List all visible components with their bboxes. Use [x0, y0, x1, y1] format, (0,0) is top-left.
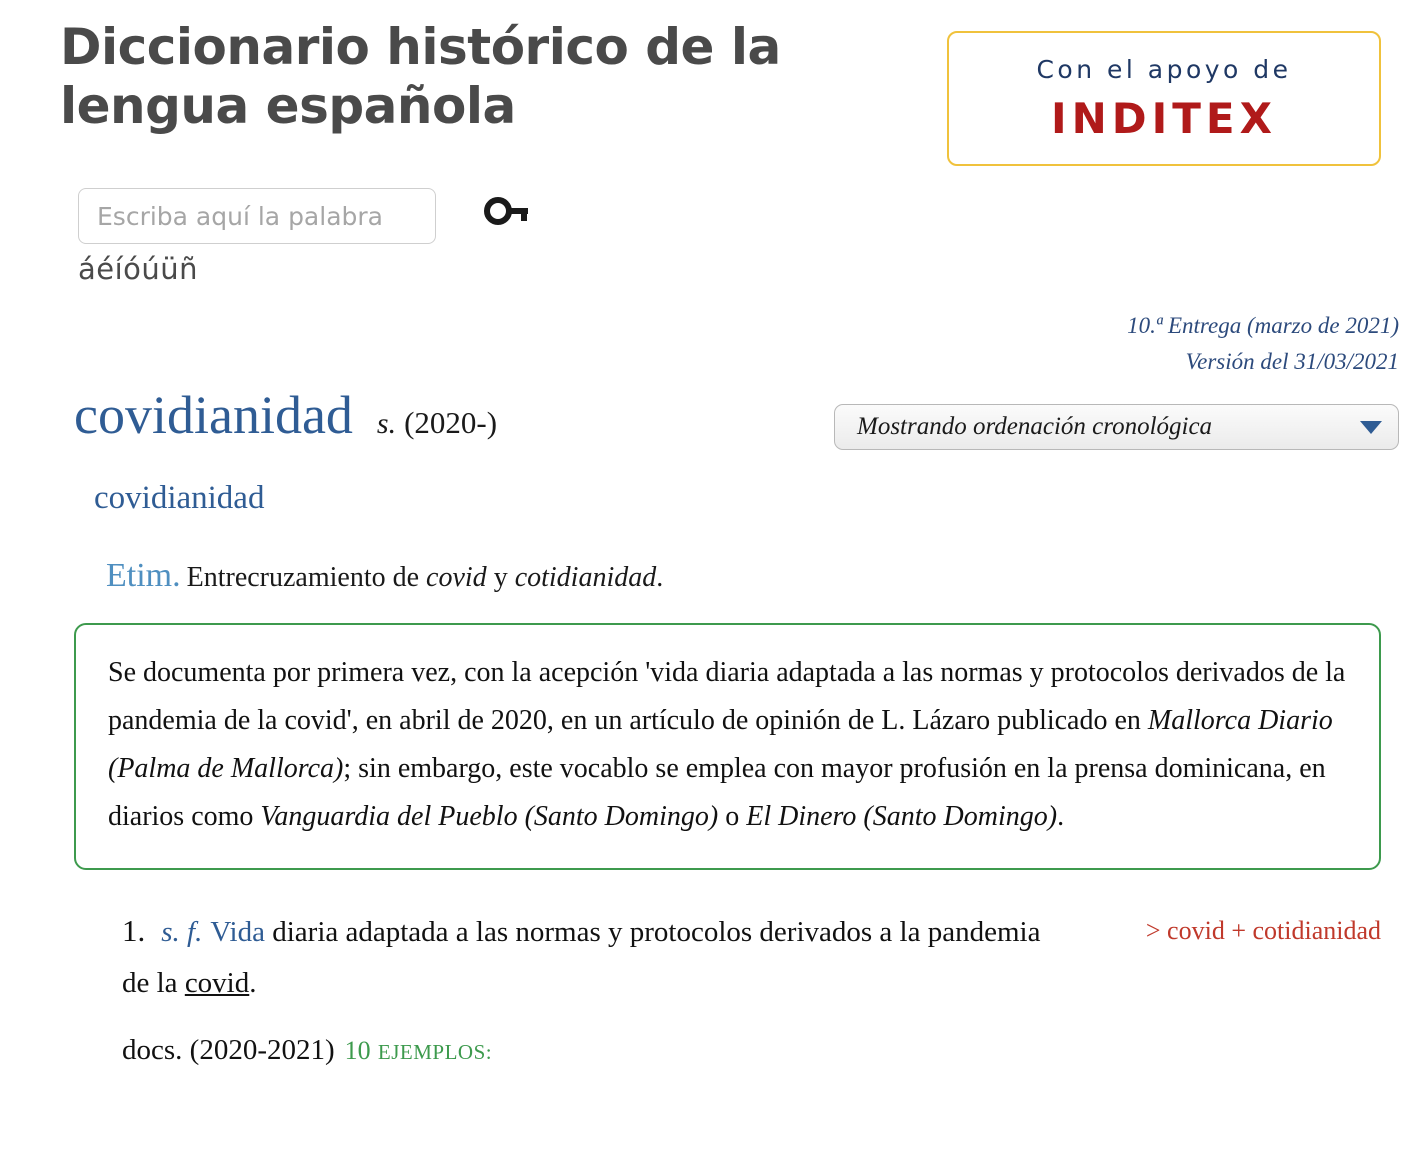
- etymology-word-1: covid: [426, 562, 487, 593]
- docs-label: docs. (2020-2021): [122, 1034, 335, 1067]
- search-input[interactable]: [78, 188, 436, 244]
- note-part-4: .: [1057, 801, 1065, 833]
- site-header: [18, 0, 1399, 166]
- chevron-down-icon[interactable]: [1360, 421, 1382, 434]
- etymology-label: Etim.: [106, 557, 181, 594]
- sponsor-tagline: Con el apoyo de: [1036, 54, 1292, 84]
- lemma-dates: (2020-): [404, 405, 498, 440]
- docs-unit-label: EJEMPLOS:: [377, 1040, 493, 1065]
- lemma-category: s.: [376, 407, 397, 440]
- sense-number: 1.: [122, 912, 146, 948]
- note-part-3: o: [718, 801, 747, 833]
- subentry-heading[interactable]: covidianidad: [94, 480, 265, 516]
- note-source-3: El Dinero (Santo Domingo): [746, 801, 1058, 833]
- edition-version: Versión del 31/03/2021: [1185, 348, 1399, 374]
- note-part-2: ; sin embargo, este vocablo se emplea con mayor profusión en la prensa dominicana, en diarios como: [108, 753, 1326, 833]
- documentation-line: [18, 1034, 1399, 1067]
- search-bar: [18, 188, 1399, 244]
- sort-order-select[interactable]: [834, 404, 1399, 450]
- sort-order-label: Mostrando ordenación cronológica: [857, 413, 1213, 440]
- sense-definition: [122, 904, 1052, 1008]
- edition-info: [1127, 308, 1399, 379]
- etymology-conjunction: y: [486, 562, 515, 593]
- note-text: [108, 649, 1347, 842]
- note-source-1: Mallorca Diario (Palma de Mallorca): [108, 705, 1333, 785]
- sponsor-banner: [947, 31, 1381, 166]
- etymology-line: [18, 557, 1399, 595]
- word-formation-formula: > covid + cotidianidad: [1145, 915, 1381, 945]
- cross-reference-link[interactable]: covid: [184, 966, 250, 999]
- etymology-period: .: [656, 562, 664, 593]
- accent-helper-row[interactable]: áéíóúüñ: [78, 252, 199, 286]
- note-source-2: Vanguardia del Pueblo (Santo Domingo): [260, 801, 719, 833]
- docs-count: 10: [344, 1036, 371, 1066]
- sense-block: [18, 904, 1399, 1008]
- lemma: covidianidad: [74, 385, 353, 445]
- sense-first-word: Vida: [210, 915, 265, 948]
- edition-entrega: 10.ª Entrega (marzo de 2021): [1127, 313, 1399, 338]
- etymology-prefix: Entrecruzamiento de: [186, 562, 427, 593]
- first-attestation-note: [74, 623, 1381, 870]
- sense-definition-end: .: [249, 966, 257, 999]
- etymology-word-2: cotidianidad: [514, 562, 657, 593]
- sponsor-brand-logo: INDITEX: [1051, 93, 1277, 143]
- sense-definition-text: diaria adaptada a las normas y protocolos derivados a la pandemia de la: [122, 915, 1041, 999]
- sense-category: s. f.: [161, 915, 203, 948]
- note-part-1: Se documenta por primera vez, con la acepción 'vida diaria adaptada a las normas y protocolos derivados de la pandemia de la covid', en abril de 2020, en un artículo de opinión de L. Lázaro publicado en: [108, 657, 1346, 737]
- page-title: Diccionario histórico de la lengua española: [60, 18, 781, 135]
- search-key-icon[interactable]: [478, 192, 534, 240]
